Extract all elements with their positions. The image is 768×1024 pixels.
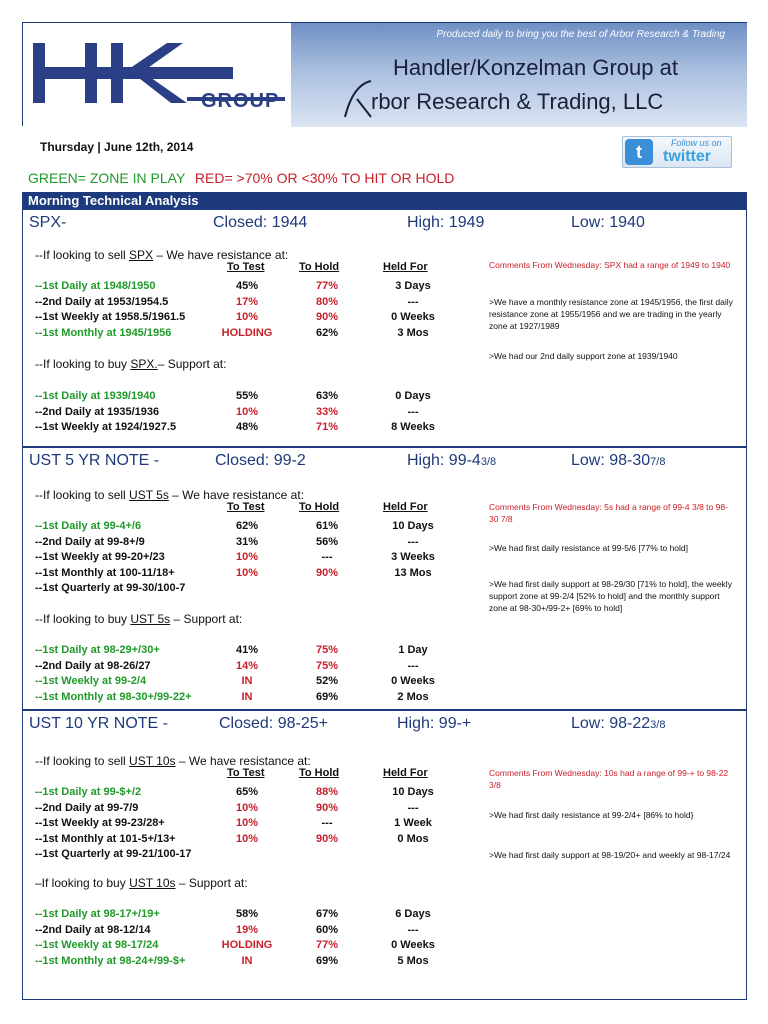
- to-test-value: 17%: [235, 295, 259, 308]
- to-test-value: 41%: [235, 644, 259, 656]
- held-for-value: 0 Weeks: [391, 675, 435, 687]
- level-label: --1st Weekly at 1958.5/1961.5: [35, 311, 186, 323]
- sell-intro: --If looking to sell UST 10s – We have resistance at:: [35, 754, 311, 768]
- to-test-value: HOLDING: [221, 326, 273, 339]
- comment-text: >We have a monthly resistance zone at 1945/1956, the first daily resistance zone at 1955/1956 and we are trading in the yearly zone at 1927/1989: [489, 297, 733, 331]
- banner-line1: Handler/Konzelman Group at: [393, 55, 678, 80]
- held-for-value: 1 Day: [398, 644, 428, 656]
- to-hold-value: 90%: [315, 566, 339, 579]
- to-test-value: 14%: [235, 659, 259, 672]
- comment-text: Comments From Wednesday: 10s had a range of 99-+ to 98-22 3/8: [489, 768, 729, 790]
- level-label: --1st Daily at 1939/1940: [35, 390, 156, 402]
- twitter-follow-text: Follow us on: [671, 138, 722, 148]
- to-test-value: 10%: [235, 566, 259, 579]
- to-test-value: 55%: [235, 390, 259, 402]
- column-header: To Hold: [299, 501, 340, 513]
- arbor-a-icon: [343, 79, 373, 119]
- held-for-value: ---: [407, 405, 419, 418]
- analysis-panel: [22, 710, 747, 1000]
- to-test-value: 65%: [235, 786, 259, 798]
- to-hold-value: 69%: [315, 690, 339, 703]
- held-for-value: 3 Weeks: [391, 551, 435, 563]
- high-fraction: 3/8: [480, 456, 497, 468]
- to-test-value: 62%: [235, 520, 259, 532]
- banner-line2: rbor Research & Trading, LLC: [371, 89, 664, 114]
- header-banner: [22, 22, 747, 126]
- to-test-value: IN: [241, 954, 253, 967]
- held-for-value: 8 Weeks: [391, 421, 435, 433]
- legend-red: RED= >70% OR <30% TO HIT OR HOLD: [194, 170, 455, 186]
- color-legend: [28, 170, 454, 186]
- level-label: --1st Weekly at 99-20+/23: [35, 551, 165, 563]
- level-label: --1st Weekly at 1924/1927.5: [35, 421, 177, 433]
- to-test-value: IN: [241, 690, 253, 703]
- analysis-panel: [22, 209, 747, 447]
- closed-value: Closed: 1944: [213, 214, 308, 231]
- held-for-value: 5 Mos: [397, 954, 429, 967]
- level-label: --2nd Daily at 1935/1936: [35, 405, 160, 418]
- to-hold-value: 75%: [315, 644, 339, 656]
- logo-group-text: GROUP: [201, 90, 280, 112]
- level-label: --1st Monthly at 100-11/18+: [35, 566, 175, 579]
- held-for-value: 0 Mos: [397, 832, 429, 845]
- hk-group-logo: [23, 23, 291, 127]
- comment-text: >We had first daily support at 98-19/20+ and weekly at 98-17/24: [489, 850, 731, 860]
- to-hold-value: ---: [321, 817, 333, 829]
- twitter-follow-button[interactable]: [622, 136, 732, 168]
- to-hold-value: 60%: [315, 923, 339, 936]
- to-hold-value: 52%: [315, 675, 339, 687]
- to-hold-value: 88%: [315, 786, 339, 798]
- legend-green: GREEN= ZONE IN PLAY: [28, 170, 186, 186]
- to-test-value: 19%: [235, 923, 259, 936]
- section-title: Morning Technical Analysis: [22, 192, 747, 209]
- to-hold-value: ---: [321, 551, 333, 563]
- to-test-value: HOLDING: [221, 939, 273, 951]
- column-header: To Hold: [299, 767, 340, 779]
- held-for-value: 6 Days: [395, 908, 431, 920]
- to-test-value: 48%: [235, 421, 259, 433]
- held-for-value: ---: [407, 295, 419, 308]
- comment-text: >We had first daily resistance at 99-2/4+ [86% to hold}: [489, 810, 694, 820]
- to-hold-value: 90%: [315, 311, 339, 323]
- level-label: --1st Quarterly at 99-30/100-7: [35, 582, 186, 594]
- column-header: Held For: [383, 261, 428, 273]
- low-fraction: 7/8: [650, 456, 666, 468]
- instrument-name: SPX-: [29, 214, 67, 231]
- buy-intro: –If looking to buy UST 10s – Support at:: [35, 876, 248, 890]
- instrument-name: UST 5 YR NOTE -: [29, 452, 160, 469]
- report-date: Thursday | June 12th, 2014: [40, 140, 194, 154]
- to-hold-value: 90%: [315, 832, 339, 845]
- level-label: --2nd Daily at 99-7/9: [35, 801, 139, 814]
- analysis-panel: [22, 447, 747, 710]
- comment-text: >We had first daily resistance at 99-5/6 [77% to hold]: [489, 543, 688, 553]
- level-label: --1st Weekly at 98-17/24: [35, 939, 159, 951]
- to-test-value: 31%: [235, 535, 259, 548]
- held-for-value: 0 Days: [395, 390, 431, 402]
- to-test-value: 10%: [235, 801, 259, 814]
- buy-intro: --If looking to buy UST 5s – Support at:: [35, 612, 243, 626]
- sell-intro: --If looking to sell SPX – We have resistance at:: [35, 248, 289, 262]
- sell-intro: --If looking to sell UST 5s – We have resistance at:: [35, 488, 305, 502]
- instrument-name: UST 10 YR NOTE -: [29, 715, 168, 732]
- held-for-value: 13 Mos: [394, 566, 432, 579]
- to-hold-value: 69%: [315, 954, 339, 967]
- level-label: --1st Daily at 1948/1950: [35, 280, 156, 292]
- to-hold-value: 71%: [315, 421, 339, 433]
- held-for-value: 10 Days: [392, 786, 434, 798]
- high-value: High: 1949: [407, 214, 485, 231]
- to-hold-value: 75%: [315, 659, 339, 672]
- level-label: --1st Daily at 99-4+/6: [35, 520, 142, 532]
- level-label: --2nd Daily at 1953/1954.5: [35, 295, 169, 308]
- to-hold-value: 77%: [315, 939, 339, 951]
- low-value: Low: 98-307/8: [571, 452, 666, 469]
- held-for-value: ---: [407, 659, 419, 672]
- to-hold-value: 63%: [315, 390, 339, 402]
- level-label: --1st Weekly at 99-23/28+: [35, 817, 165, 829]
- level-label: --1st Daily at 98-17+/19+: [35, 908, 160, 920]
- banner-tagline: Produced daily to bring you the best of Arbor Research & Trading: [436, 29, 725, 40]
- held-for-value: 0 Weeks: [391, 311, 435, 323]
- to-test-value: 10%: [235, 405, 259, 418]
- banner-panel: [291, 23, 747, 127]
- high-value: High: 99-43/8: [407, 452, 497, 469]
- high-value: High: 99-+: [397, 715, 472, 732]
- comment-text: >We had first daily support at 98-29/30 [71% to hold], the weekly support zone at 99-2/4 [52% to hold] and the monthly support zone at 98-30+/99-2+ [69% to hold]: [489, 579, 732, 613]
- comment-text: Comments From Wednesday: SPX had a range of 1949 to 1940: [489, 260, 731, 270]
- low-value: Low: 98-223/8: [571, 715, 666, 732]
- level-label: --2nd Daily at 98-26/27: [35, 659, 151, 672]
- held-for-value: ---: [407, 535, 419, 548]
- held-for-value: ---: [407, 801, 419, 814]
- to-hold-value: 67%: [315, 908, 339, 920]
- held-for-value: 3 Days: [395, 280, 431, 292]
- to-test-value: 10%: [235, 551, 259, 563]
- held-for-value: 1 Week: [394, 817, 432, 829]
- to-test-value: 10%: [235, 311, 259, 323]
- held-for-value: ---: [407, 923, 419, 936]
- low-fraction: 3/8: [650, 719, 666, 731]
- level-label: --1st Quarterly at 99-21/100-17: [35, 848, 192, 860]
- level-label: --1st Monthly at 98-30+/99-22+: [35, 690, 192, 703]
- closed-value: Closed: 99-2: [215, 452, 306, 469]
- to-hold-value: 80%: [315, 295, 339, 308]
- to-hold-value: 90%: [315, 801, 339, 814]
- level-label: --2nd Daily at 98-12/14: [35, 923, 151, 936]
- held-for-value: 0 Weeks: [391, 939, 435, 951]
- to-test-value: 45%: [235, 280, 259, 292]
- level-label: --1st Monthly at 101-5+/13+: [35, 832, 176, 845]
- level-label: --1st Monthly at 98-24+/99-$+: [35, 954, 186, 967]
- column-header: To Hold: [299, 261, 340, 273]
- to-test-value: 10%: [235, 832, 259, 845]
- held-for-value: 10 Days: [392, 520, 434, 532]
- to-hold-value: 33%: [315, 405, 339, 418]
- held-for-value: 2 Mos: [397, 690, 429, 703]
- column-header: To Test: [227, 261, 265, 273]
- twitter-label: twitter: [663, 148, 711, 165]
- to-test-value: 10%: [235, 817, 259, 829]
- comment-text: >We had our 2nd daily support zone at 1939/1940: [489, 351, 678, 361]
- level-label: --2nd Daily at 99-8+/9: [35, 535, 145, 548]
- level-label: --1st Daily at 99-$+/2: [35, 786, 142, 798]
- column-header: To Test: [227, 767, 265, 779]
- column-header: To Test: [227, 501, 265, 513]
- to-test-value: 58%: [235, 908, 259, 920]
- held-for-value: 3 Mos: [397, 326, 429, 339]
- column-header: Held For: [383, 501, 428, 513]
- to-hold-value: 77%: [315, 280, 339, 292]
- low-value: Low: 1940: [571, 214, 645, 231]
- to-test-value: IN: [241, 675, 253, 687]
- twitter-bird-icon: t: [625, 139, 653, 165]
- to-hold-value: 56%: [315, 535, 339, 548]
- level-label: --1st Weekly at 99-2/4: [35, 675, 147, 687]
- closed-value: Closed: 98-25+: [219, 715, 328, 732]
- comment-text: Comments From Wednesday: 5s had a range of 99-4 3/8 to 98-30 7/8: [489, 502, 728, 524]
- level-label: --1st Monthly at 1945/1956: [35, 326, 172, 339]
- buy-intro: --If looking to buy SPX.– Support at:: [35, 357, 227, 371]
- column-header: Held For: [383, 767, 428, 779]
- to-hold-value: 62%: [315, 326, 339, 339]
- to-hold-value: 61%: [315, 520, 339, 532]
- level-label: --1st Daily at 98-29+/30+: [35, 644, 160, 656]
